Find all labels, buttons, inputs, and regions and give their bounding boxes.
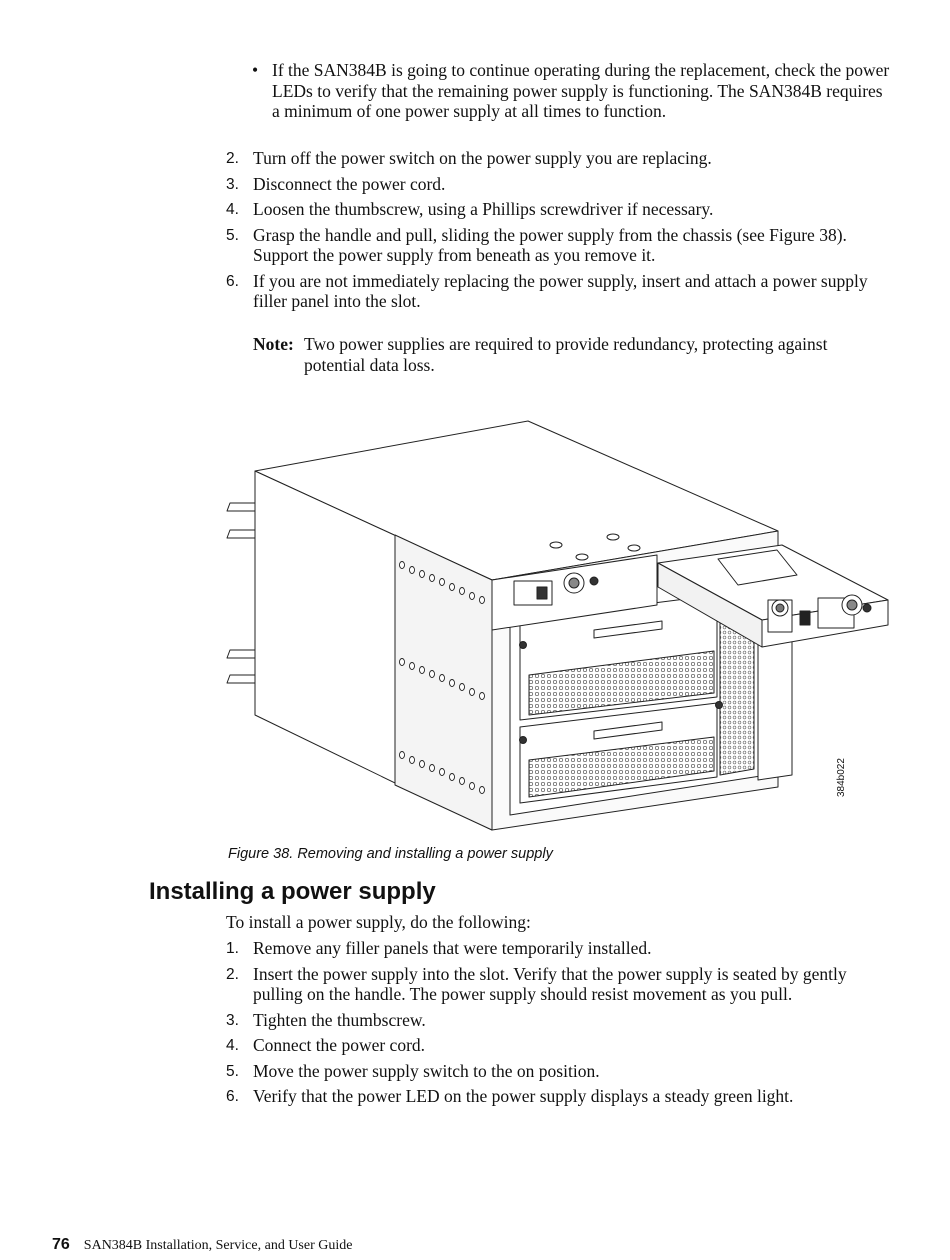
list-item: 6. If you are not immediately replacing the power supply, insert and attach a power supply filler panel into the slot. [226, 270, 868, 311]
install-steps [226, 938, 896, 1112]
document-title: SAN384B Installation, Service, and User Guide [83, 1238, 353, 1253]
list-item: 4. Connect the power cord. [226, 1035, 426, 1055]
bullet-dot: • [252, 60, 259, 80]
install-intro: To install a power supply, do the following: [226, 912, 531, 932]
note-text: Two power supplies are required to provide redundancy, protecting against potential data loss. [304, 334, 828, 375]
list-item: 2. Insert the power supply into the slot. Verify that the power supply is seated by gently pulling on the handle. The power supply should resist movement as you pull. [226, 963, 847, 1004]
list-item: 2. Turn off the power switch on the power supply you are replacing. [226, 148, 712, 168]
section-heading: Installing a power supply [149, 878, 436, 905]
chassis-illustration [222, 415, 892, 840]
page-number: 76 [52, 1236, 70, 1253]
removal-bullet [252, 60, 892, 122]
figure-id-label: 384b022 [836, 758, 847, 797]
note-label: Note: [253, 334, 294, 354]
list-item: 4. Loosen the thumbscrew, using a Phillips screwdriver if necessary. [226, 199, 714, 219]
bullet-text: If the SAN384B is going to continue operating during the replacement, check the power LEDs to verify that the remaining power supply is functioning. The SAN384B requires a minimum of one power supply at all times to function. [272, 60, 890, 121]
note [253, 334, 853, 375]
figure-caption: Figure 38. Removing and installing a power supply [228, 846, 553, 862]
list-item: 1. Remove any filler panels that were temporarily installed. [226, 938, 652, 958]
removal-steps [226, 148, 896, 317]
list-item: 6. Verify that the power LED on the power supply displays a steady green light. [226, 1086, 794, 1106]
list-item: 3. Tighten the thumbscrew. [226, 1009, 426, 1030]
list-item: 5. Grasp the handle and pull, sliding the power supply from the chassis (see Figure 38). Support the power supply from beneath as you remove it. [226, 224, 847, 265]
list-item: 3. Disconnect the power cord. [226, 173, 446, 194]
page-footer [52, 1236, 352, 1254]
list-item: 5. Move the power supply switch to the on position. [226, 1060, 600, 1081]
power-supply-figure [222, 415, 892, 840]
